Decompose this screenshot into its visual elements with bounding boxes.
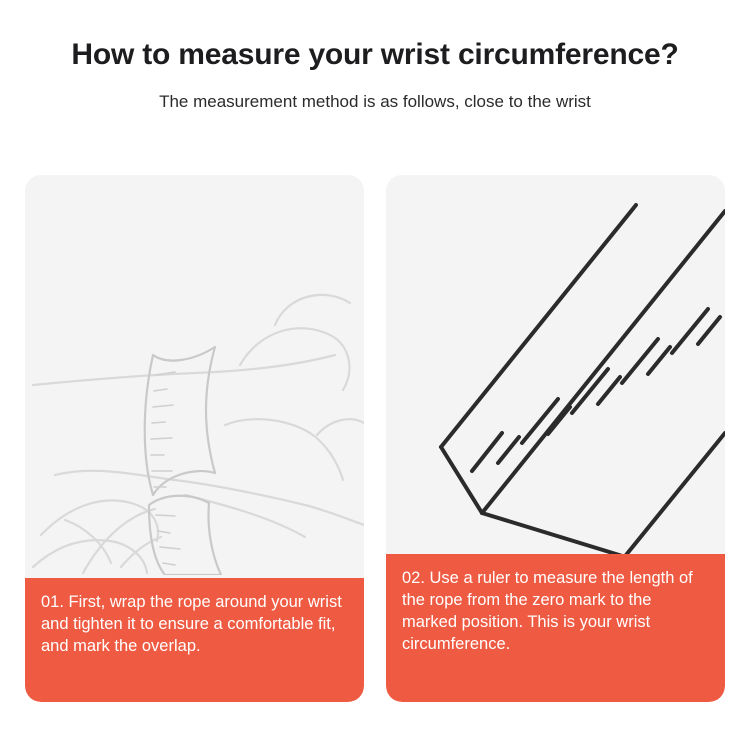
step-card-1 [25,175,364,702]
steps-container [25,175,725,702]
page-title: How to measure your wrist circumference? [71,38,679,71]
step-caption-2 [386,554,725,702]
step-caption-1 [25,578,364,702]
hand-wrapping-rope-around-wrist-illustration [25,175,364,575]
step-card-2 [386,175,725,702]
ruler-measuring-rope-illustration [386,175,725,575]
page-subtitle: The measurement method is as follows, close to the wrist [159,92,591,111]
step-caption-2-text: 02. Use a ruler to measure the length of the rope from the zero mark to the marked position. This is your wrist circumference. [402,569,693,653]
step-caption-1-text: 01. First, wrap the rope around your wrist and tighten it to ensure a comfortable fit, and mark the overlap. [41,593,342,655]
